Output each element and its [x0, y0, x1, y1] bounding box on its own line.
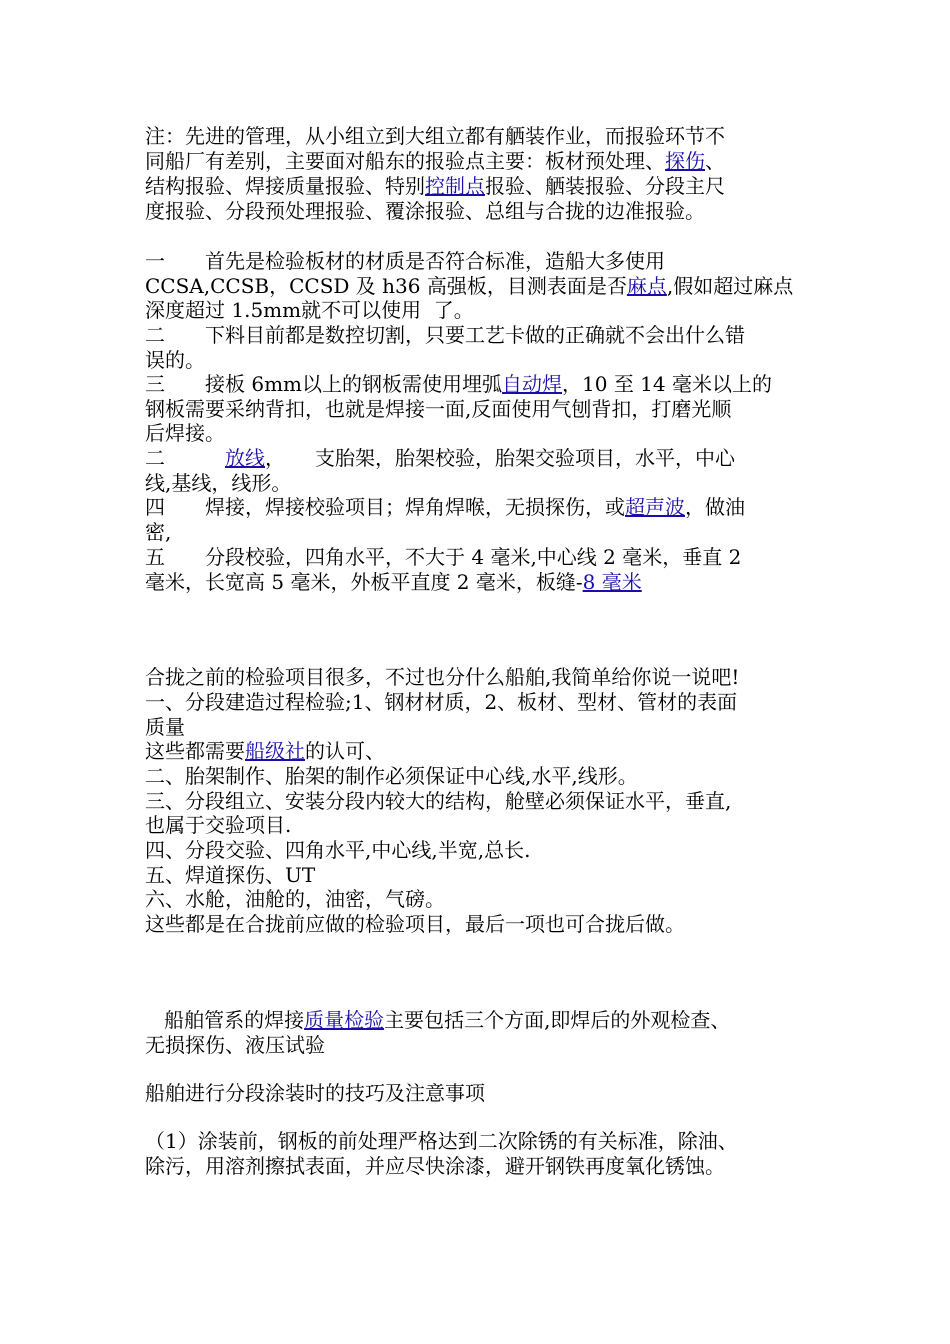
closure-item-1-line-1: [145, 690, 825, 715]
closure-text: 这些都是在合拢前应做的检验项目，最后一项也可合拢后做。: [145, 912, 685, 936]
link-chaoshengbo[interactable]: 超声波: [625, 495, 685, 519]
step-5-line-1: [145, 495, 825, 520]
step-text: 毫米，长宽高 5 毫米，外板平直度 2 毫米，板缝-: [145, 570, 583, 594]
step-text: 线,基线，线形。: [145, 471, 292, 495]
link-madian[interactable]: 麻点: [626, 274, 667, 298]
closure-text: 二、胎架制作、胎架的制作必须保证中心线,水平,线形。: [145, 764, 638, 788]
step-6-line-2: [145, 570, 825, 595]
coating-title: [145, 1081, 825, 1106]
step-text: 三 接板 6mm以上的钢板需使用埋弧: [145, 372, 503, 396]
step-text: ,假如超过麻点: [666, 274, 794, 298]
pipe-text: 主要包括三个方面,即焊后的外观检查、: [384, 1008, 731, 1032]
step-text: 二: [145, 446, 225, 470]
step-text: 密,: [145, 520, 172, 544]
step-text: ，做油: [685, 495, 745, 519]
coating-p1-line-1: [145, 1129, 825, 1154]
step-text: 后焊接。: [145, 421, 225, 445]
step-3-line-1: [145, 372, 825, 397]
closure-item-5: [145, 863, 825, 888]
coating-p1-line-2: [145, 1154, 825, 1179]
closure-text: 质量: [145, 715, 185, 739]
closure-item-3-line-2: [145, 813, 825, 838]
note-text: 报验、舾装报验、分段主尺: [485, 174, 725, 198]
note-line-3: [145, 174, 825, 199]
closure-item-4: [145, 838, 825, 863]
coating-text: 船舶进行分段涂装时的技巧及注意事项: [145, 1081, 485, 1105]
step-1-line-2: [145, 274, 825, 299]
step-text: ， 支胎架，胎架校验，胎架交验项目，水平，中心: [265, 446, 735, 470]
step-4-line-2: [145, 471, 825, 496]
step-3-line-2: [145, 397, 825, 422]
closure-item-6: [145, 887, 825, 912]
note-text: 、: [705, 149, 725, 173]
closure-text: 的认可、: [305, 739, 385, 763]
step-text: 误的。: [145, 348, 205, 372]
step-text: 二 下料目前都是数控切割，只要工艺卡做的正确就不会出什么错: [145, 323, 745, 347]
note-line-1: [145, 124, 825, 149]
step-text: 五 分段校验，四角水平，不大于 4 毫米,中心线 2 毫米，垂直 2: [145, 545, 742, 569]
closure-item-1-line-3: [145, 739, 825, 764]
closure-text: 六、水舱，油舱的，油密，气磅。: [145, 887, 445, 911]
note-line-4: [145, 199, 825, 224]
step-1-line-1: [145, 249, 825, 274]
step-text: ，10 至 14 毫米以上的: [562, 372, 772, 396]
closure-text: 一、分段建造过程检验;1、钢材材质，2、板材、型材、管材的表面: [145, 690, 738, 714]
closure-text: 四、分段交验、四角水平,中心线,半宽,总长.: [145, 838, 531, 862]
step-text: CCSA,CCSB，CCSD 及 h36 高强板，目测表面是否: [145, 274, 627, 298]
step-6-line-1: [145, 545, 825, 570]
link-tanshang[interactable]: 探伤: [665, 149, 705, 173]
pipe-text: 船舶管系的焊接: [145, 1008, 305, 1032]
step-text: 四 焊接，焊接校验项目；焊角焊喉，无损探伤，或: [145, 495, 625, 519]
link-chuanjishe[interactable]: 船级社: [245, 739, 305, 763]
closure-item-1-line-2: [145, 715, 825, 740]
step-5-line-2: [145, 520, 825, 545]
note-text: 度报验、分段预处理报验、覆涂报验、总组与合拢的边准报验。: [145, 199, 705, 223]
step-text: 钢板需要采纳背扣，也就是焊接一面,反面使用气刨背扣，打磨光顺: [145, 397, 732, 421]
closure-text: 三、分段组立、安装分段内较大的结构，舱壁必须保证水平，垂直,: [145, 789, 732, 813]
link-8mm[interactable]: 8 毫米: [582, 570, 642, 594]
pipe-line-1: [145, 1008, 825, 1033]
link-zhiliangjianyan[interactable]: 质量检验: [304, 1008, 385, 1032]
closure-text: 也属于交验项目.: [145, 813, 292, 837]
closure-text: 五、焊道探伤、UT: [145, 863, 316, 887]
note-line-2: [145, 149, 825, 174]
closure-text: 这些都需要: [145, 739, 245, 763]
closure-intro: [145, 665, 825, 690]
pipe-line-2: [145, 1033, 825, 1058]
note-text: 注：先进的管理，从小组立到大组立都有舾装作业，而报验环节不: [145, 124, 725, 148]
note-text: 结构报验、焊接质量报验、特别: [145, 174, 425, 198]
coating-text: （1）涂装前，钢板的前处理严格达到二次除锈的有关标准，除油、: [145, 1129, 738, 1153]
link-fangxian[interactable]: 放线: [225, 446, 265, 470]
step-text: 一 首先是检验板材的材质是否符合标准，造船大多使用: [145, 249, 665, 273]
step-1-line-3: [145, 298, 825, 323]
coating-text: 除污，用溶剂擦拭表面，并应尽快涂漆，避开钢铁再度氧化锈蚀。: [145, 1154, 725, 1178]
pipe-text: 无损探伤、液压试验: [145, 1033, 325, 1057]
step-text: 深度超过 1.5mm就不可以使用 了。: [145, 298, 474, 322]
step-2-line-1: [145, 323, 825, 348]
step-4-line-1: [145, 446, 825, 471]
link-zidonghan[interactable]: 自动焊: [502, 372, 563, 396]
step-2-line-2: [145, 348, 825, 373]
closure-outro: [145, 912, 825, 937]
closure-text: 合拢之前的检验项目很多，不过也分什么船舶,我简单给你说一说吧!: [145, 665, 740, 689]
step-3-line-3: [145, 421, 825, 446]
closure-item-2: [145, 764, 825, 789]
link-kongzhidian[interactable]: 控制点: [425, 174, 485, 198]
closure-item-3-line-1: [145, 789, 825, 814]
note-text: 同船厂有差别，主要面对船东的报验点主要：板材预处理、: [145, 149, 665, 173]
